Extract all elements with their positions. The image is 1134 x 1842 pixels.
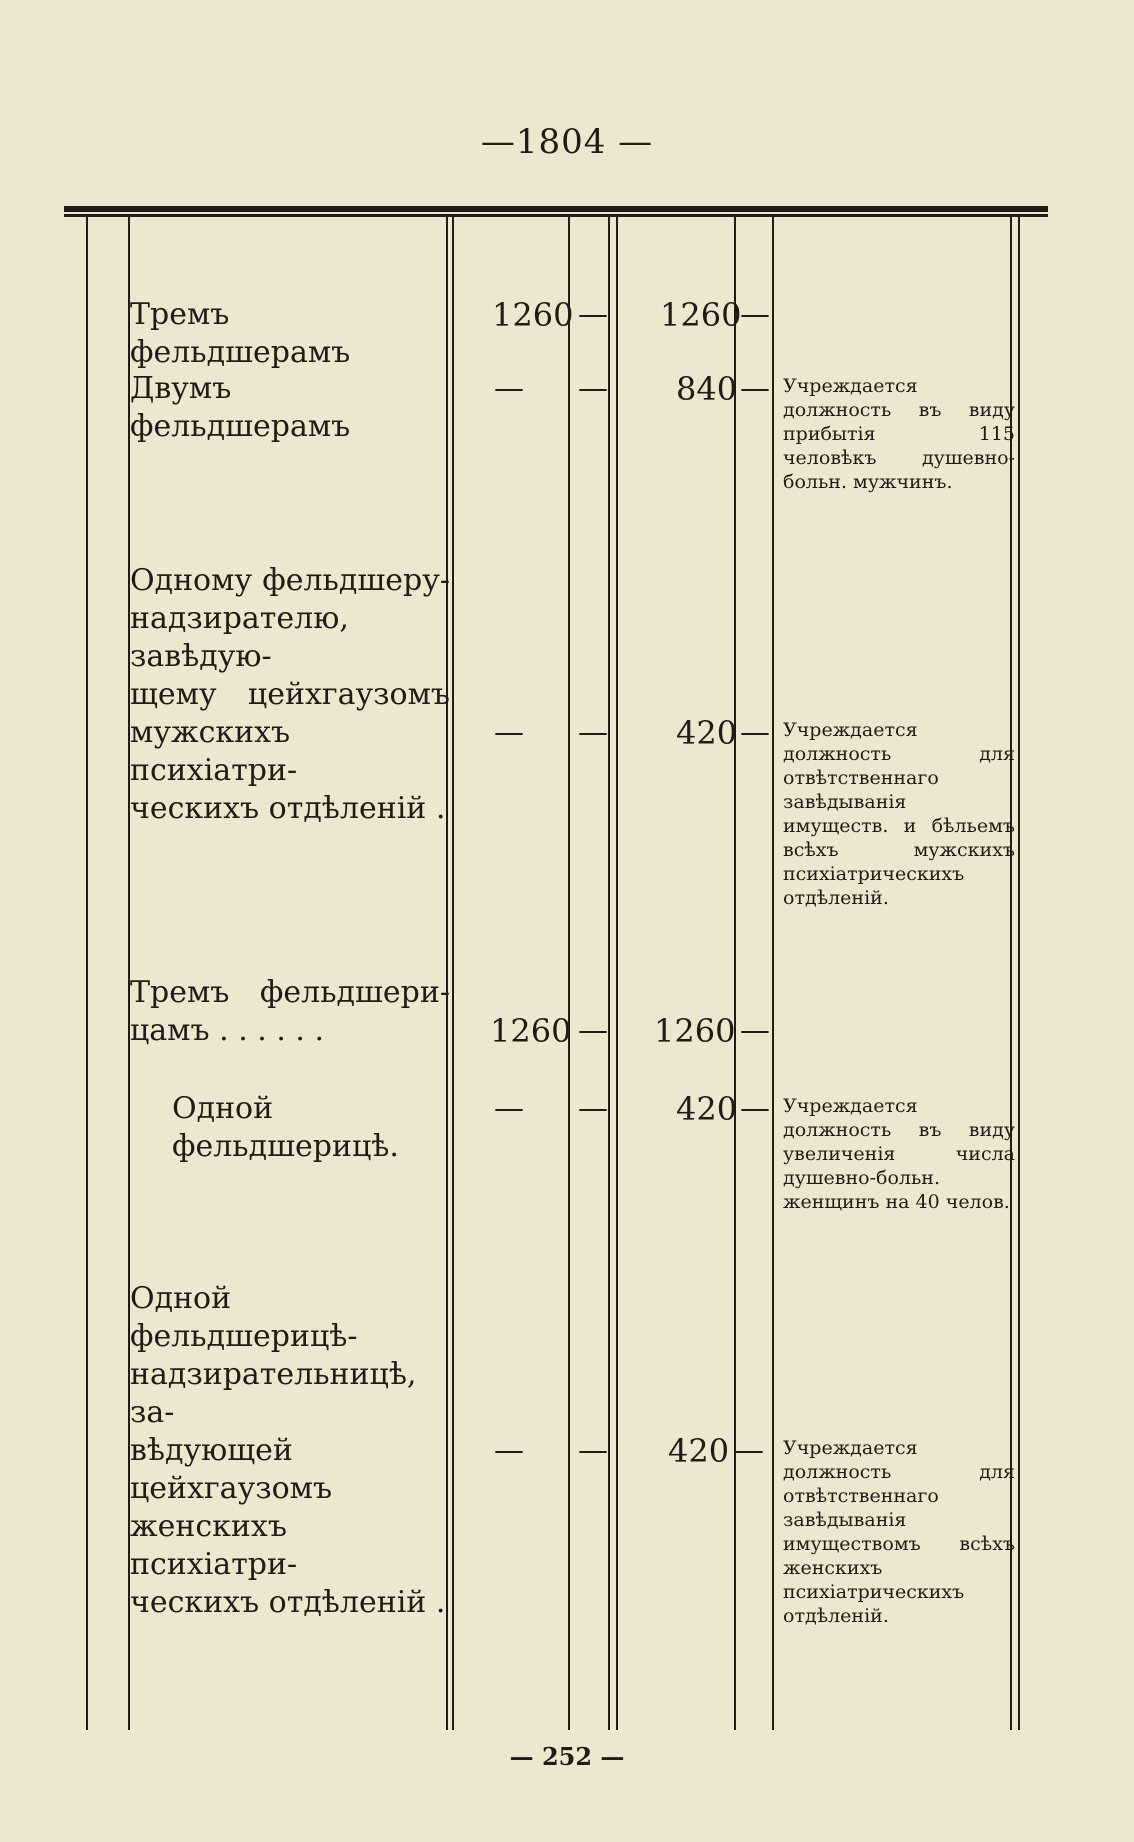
- column-line: [734, 216, 736, 1730]
- amount-col2: 420: [676, 714, 738, 752]
- row-label-line: цамъ . . . . . .: [130, 1013, 325, 1048]
- column-line: [86, 216, 88, 1730]
- row-label-line: Одному фельдшеру-: [130, 563, 450, 598]
- dash-col2: —: [734, 1433, 764, 1468]
- amount-col1: —: [494, 715, 524, 750]
- row-note: Учреждается должность въ виду увеличенія числа душевно-больн. женщинъ на 40 челов.: [783, 1095, 1015, 1213]
- row-label: [130, 562, 450, 828]
- footer-page-number: — 252 —: [509, 1742, 625, 1771]
- row-label-line: щему цейхгаузомъ: [130, 677, 450, 712]
- amount-col1: —: [494, 1433, 524, 1468]
- amount-col1: 1260: [492, 296, 574, 334]
- column-line: [772, 216, 774, 1730]
- table-top-rule-thin: [64, 214, 1048, 217]
- row-label: [130, 370, 450, 446]
- row-label-line: надзирательницѣ, за-: [130, 1357, 417, 1430]
- dash-col1: —: [578, 1013, 608, 1048]
- row-label-line: Тремъ фельдшери-: [130, 975, 450, 1010]
- dash-col2: —: [740, 715, 770, 750]
- row-label-line: Одной фельдшерицѣ-: [130, 1281, 358, 1354]
- column-line: [608, 216, 610, 1730]
- row-note: Учреждается должность для отвѣтственнаго завѣдыванія имуществомъ всѣхъ женскихъ психіатрическихъ отдѣленій.: [783, 1437, 1015, 1627]
- dash-col2: —: [740, 1091, 770, 1126]
- row-label-line: вѣдующей цейхгаузомъ: [130, 1433, 333, 1506]
- amount-col2: 1260: [654, 1012, 736, 1050]
- page-number: —1804 —: [480, 122, 654, 162]
- dash-col2: —: [740, 1013, 770, 1048]
- amount-col1: —: [494, 371, 524, 406]
- column-line: [616, 216, 618, 1730]
- dash-col1: —: [578, 297, 608, 332]
- row-label-line: мужскихъ психіатри-: [130, 715, 298, 788]
- dash-col2: —: [740, 371, 770, 406]
- row-label: [130, 296, 450, 372]
- amount-col2: 1260: [660, 296, 742, 334]
- row-label: [172, 1090, 452, 1166]
- amount-col1: 1260: [490, 1012, 572, 1050]
- row-label-line: Тремъ фельдшерамъ: [130, 297, 351, 370]
- dash-col1: —: [578, 715, 608, 750]
- amount-col2: 420: [676, 1090, 738, 1128]
- row-label-line: женскихъ психіатри-: [130, 1509, 298, 1582]
- row-note: Учреждается должность для отвѣтственнаго завѣдыванія имуществ. и бѣльемъ всѣхъ мужскихъ психіатрическихъ отдѣленій.: [783, 719, 1015, 909]
- row-label-line: ческихъ отдѣленій .: [130, 791, 446, 826]
- amount-col1: —: [494, 1091, 524, 1126]
- dash-col1: —: [578, 1433, 608, 1468]
- dash-col1: —: [578, 371, 608, 406]
- column-line: [1018, 216, 1020, 1730]
- column-line: [568, 216, 570, 1730]
- row-label-line: ческихъ отдѣленій .: [130, 1585, 446, 1620]
- row-label: [130, 1280, 450, 1622]
- row-note: Учреждается должность въ виду прибытія 115 человѣкъ душевно-больн. мужчинъ.: [783, 375, 1015, 493]
- table-top-rule: [64, 206, 1048, 212]
- amount-col2: 840: [676, 370, 738, 408]
- row-label-line: надзирателю, завѣдую-: [130, 601, 349, 674]
- dash-col2: —: [740, 297, 770, 332]
- row-label-line: Двумъ фельдшерамъ: [130, 371, 351, 444]
- dash-col1: —: [578, 1091, 608, 1126]
- row-label-line: Одной фельдшерицѣ.: [172, 1091, 399, 1164]
- amount-col2: 420: [668, 1432, 730, 1470]
- row-label: [130, 974, 450, 1050]
- column-line: [452, 216, 454, 1730]
